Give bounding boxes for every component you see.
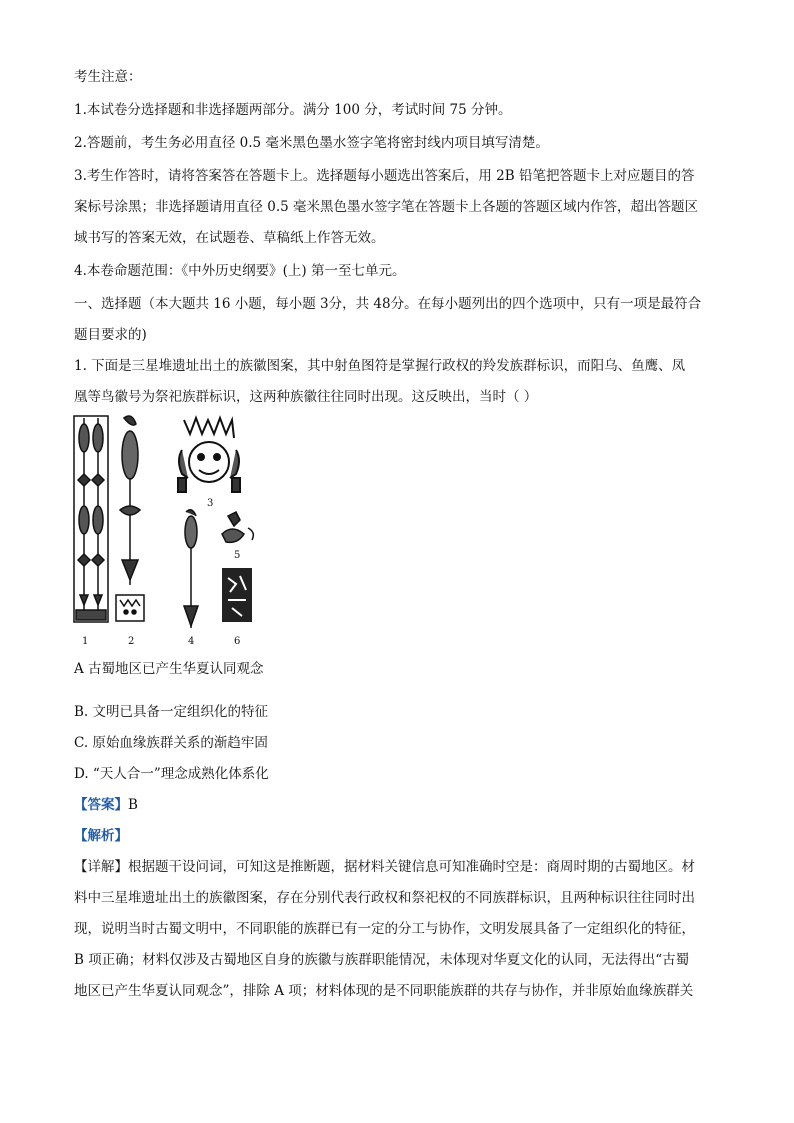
option-d: D. “天人合一”理念成熟化体系化 — [74, 766, 269, 782]
notice-title: 考生注意： — [74, 69, 142, 85]
question-stem: 1. 下面是三星堆遗址出土的族徽图案，其中射鱼图符是掌握行政权的羚发族群标识，而阳乌、鱼鹰、凤 — [74, 358, 686, 374]
analysis-line-1: 【详解】根据题干设问词，可知这是推断题，据材料关键信息可知准确时空是：商周时期的古蜀地区。材 — [74, 859, 695, 875]
option-c: C. 原始血缘族群关系的渐趋牢固 — [74, 735, 268, 751]
emblem-5-icon — [222, 512, 253, 542]
analysis-line-5: 地区已产生华夏认同观念”，排除 A 项；材料体现的是不同职能族群的共存与协作，并非原始血缘族群关 — [74, 983, 694, 999]
figure-number-6: 6 — [234, 636, 241, 647]
answer-line — [74, 796, 138, 814]
notice-item-3-cont: 案标号涂黑；非选择题请用直径 0.5 毫米黑色墨水签字笔在答题卡上各题的答题区域内作答，超出答题区 — [74, 199, 699, 215]
analysis-line-2: 料中三星堆遗址出土的族徽图案，存在分别代表行政权和祭祀权的不同族群标识，且两种标识往往同时出 — [74, 890, 695, 906]
answer-value: B — [128, 797, 138, 813]
emblem-1-icon — [74, 416, 108, 622]
emblem-2-icon — [116, 416, 144, 621]
emblem-4-icon — [184, 510, 198, 628]
figure-number-4: 4 — [188, 636, 195, 647]
figure-number-2: 2 — [128, 636, 135, 647]
notice-item-3-cont2: 域书写的答案无效，在试题卷、草稿纸上作答无效。 — [74, 230, 385, 246]
clan-emblem-figure — [72, 410, 282, 650]
figure-number-1: 1 — [82, 636, 89, 647]
notice-item-1: 1.本试卷分选择题和非选择题两部分。满分 100 分，考试时间 75 分钟。 — [74, 102, 512, 118]
emblem-3-icon — [178, 418, 240, 492]
section-heading-cont: 题目要求的) — [74, 327, 147, 343]
notice-item-4: 4.本卷命题范围：《中外历史纲要》(上) 第一至七单元。 — [74, 263, 406, 279]
answer-label: 【答案】 — [74, 797, 128, 813]
option-b: B. 文明已具备一定组织化的特征 — [74, 704, 269, 720]
option-a: A 古蜀地区已产生华夏认同观念 — [74, 661, 264, 677]
analysis-line-4: B 项正确；材料仅涉及古蜀地区自身的族徽与族群职能情况，未体现对华夏文化的认同，无法得出“古蜀 — [74, 952, 690, 968]
emblem-6-icon — [222, 568, 252, 622]
section-heading: 一、选择题（本大题共 16 小题，每小题 3分，共 48分。在每小题列出的四个选项中，只有一项是最符合 — [74, 296, 702, 312]
figure-number-3: 3 — [207, 498, 214, 509]
notice-item-3: 3.考生作答时，请将答案答在答题卡上。选择题每小题选出答案后，用 2B 铅笔把答题卡上对应题目的答 — [74, 168, 695, 184]
question-stem-cont: 凰等鸟徽号为祭祀族群标识，这两种族徽往往同时出现。这反映出，当时（ ） — [74, 389, 538, 405]
analysis-label: 【解析】 — [74, 828, 128, 844]
notice-item-2: 2.答题前，考生务必用直径 0.5 毫米黑色墨水签字笔将密封线内项目填写清楚。 — [74, 135, 549, 151]
analysis-line-3: 现，说明当时古蜀文明中，不同职能的族群已有一定的分工与协作，文明发展具备了一定组织化的特征， — [74, 921, 695, 937]
figure-number-5: 5 — [234, 550, 241, 561]
